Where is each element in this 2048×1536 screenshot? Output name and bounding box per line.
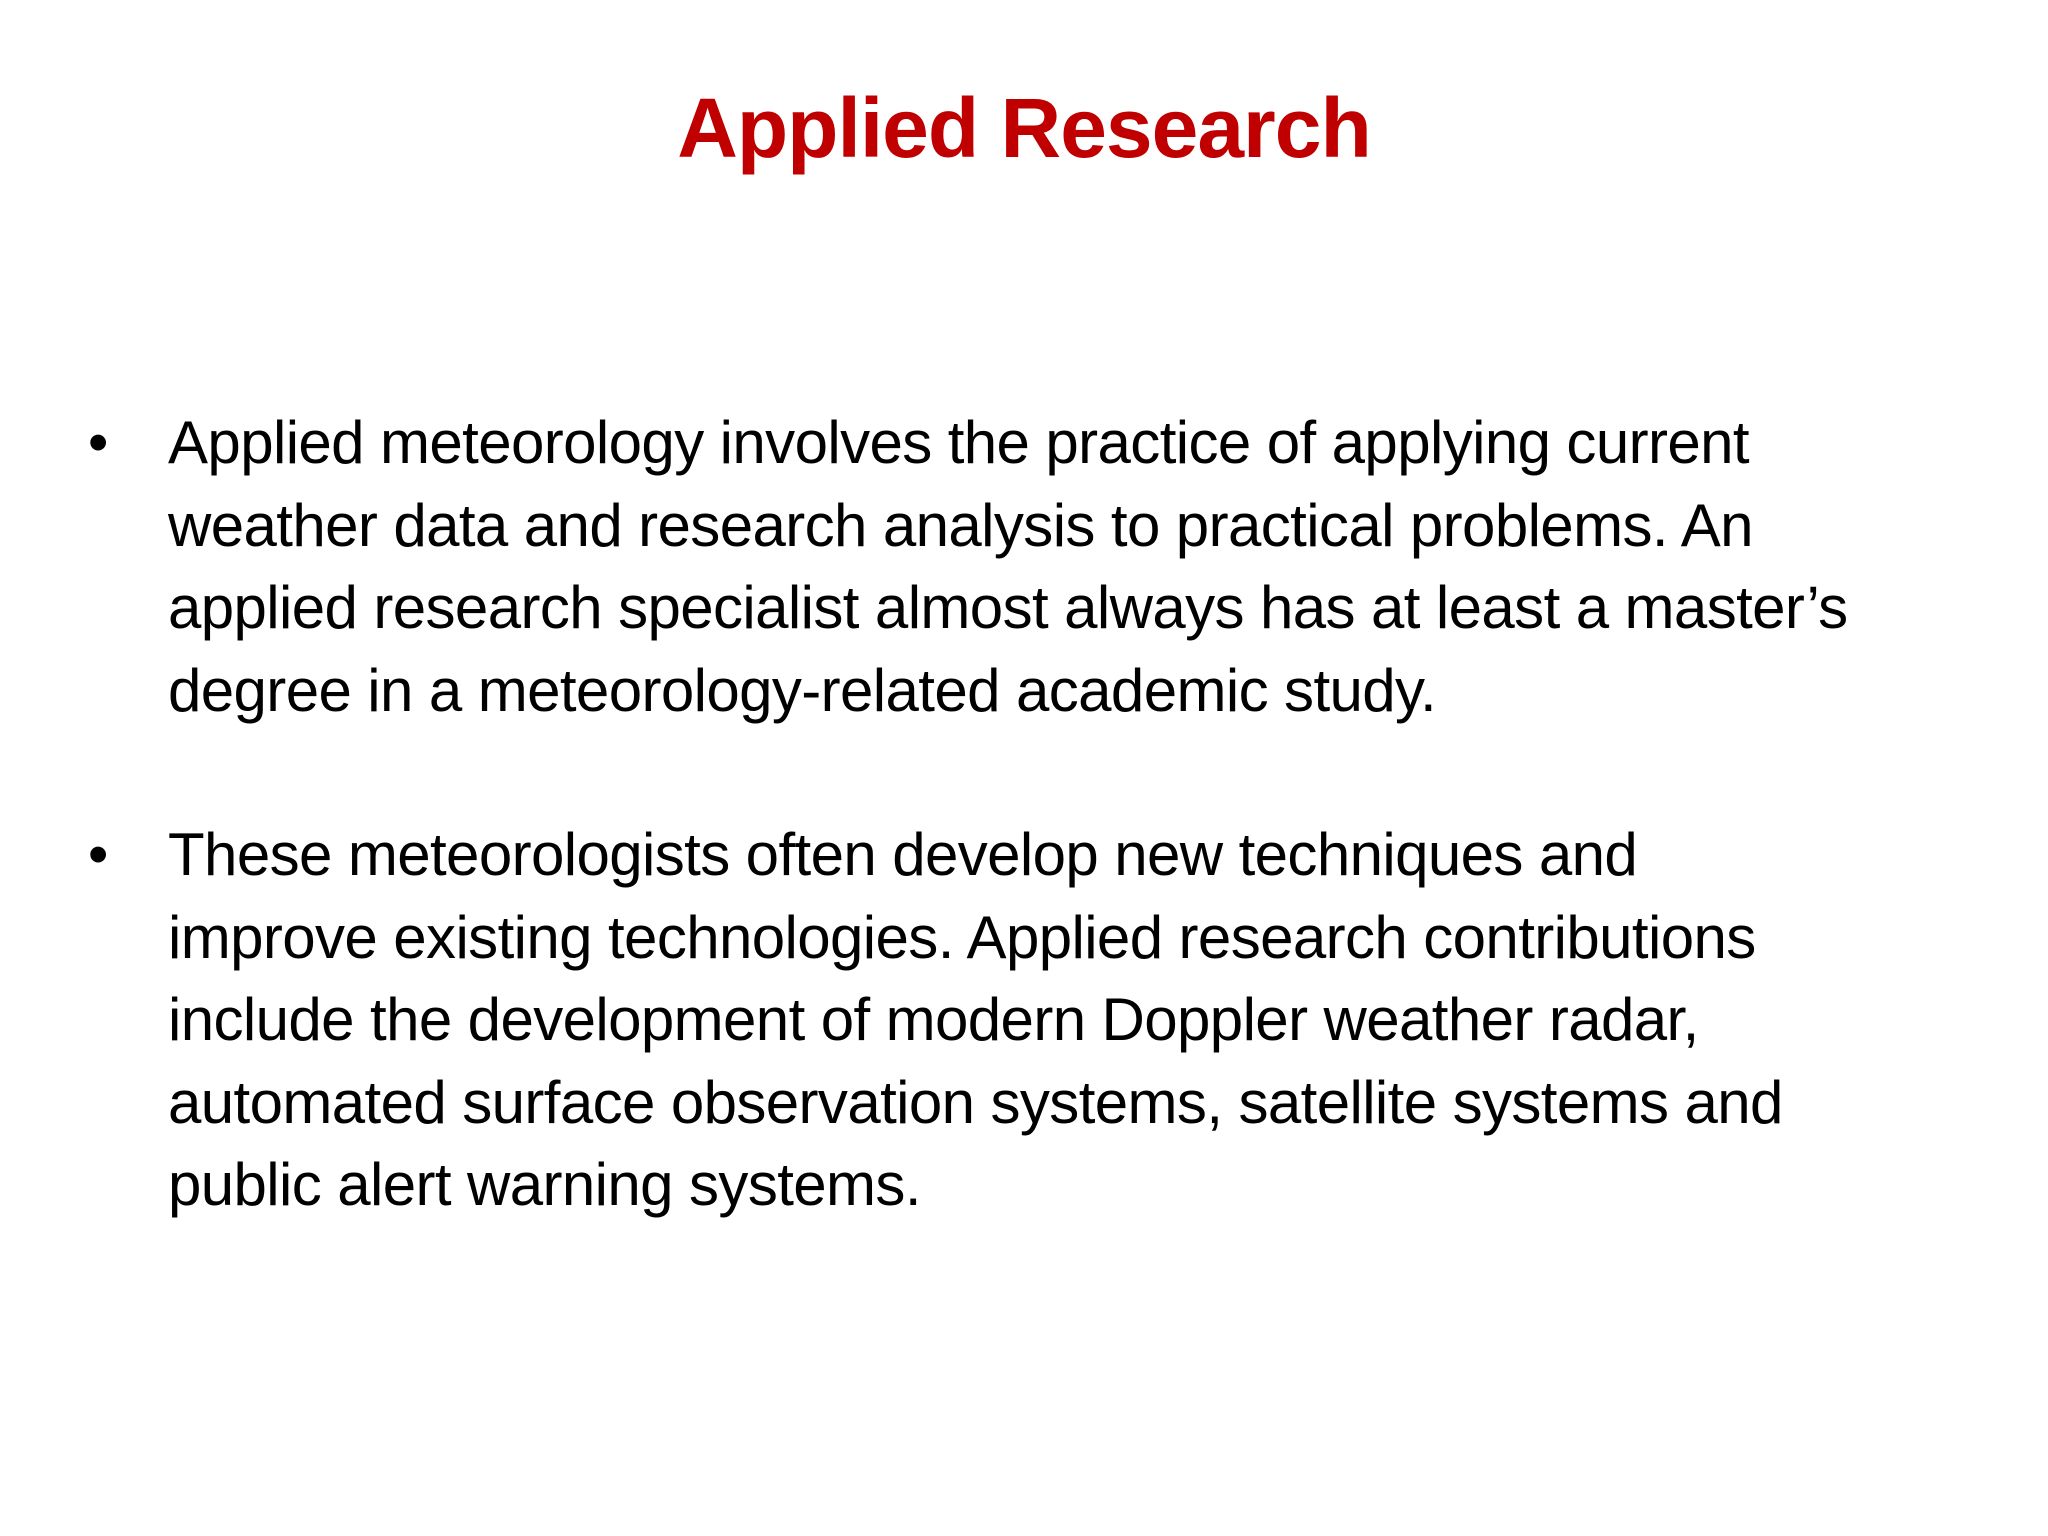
slide-title: Applied Research (677, 81, 1371, 175)
bullet-icon: • (88, 410, 109, 475)
bullet-item (0, 814, 2048, 1227)
bullet-text: Applied meteorology involves the practice of applying current weather data and research analysis to practical problems. An applied research specialist almost always has at least a master’s degree in a meteorology-related academic study. (168, 409, 1848, 724)
bullet-text: These meteorologists often develop new techniques and improve existing technologies. Applied research contributions include the development of modern Doppler weather radar, automated surface observation systems, satellite systems and public alert warning systems. (168, 821, 1783, 1218)
bullet-item (0, 402, 2048, 732)
bullet-icon: • (88, 822, 109, 887)
bullet-list (0, 402, 2048, 1309)
